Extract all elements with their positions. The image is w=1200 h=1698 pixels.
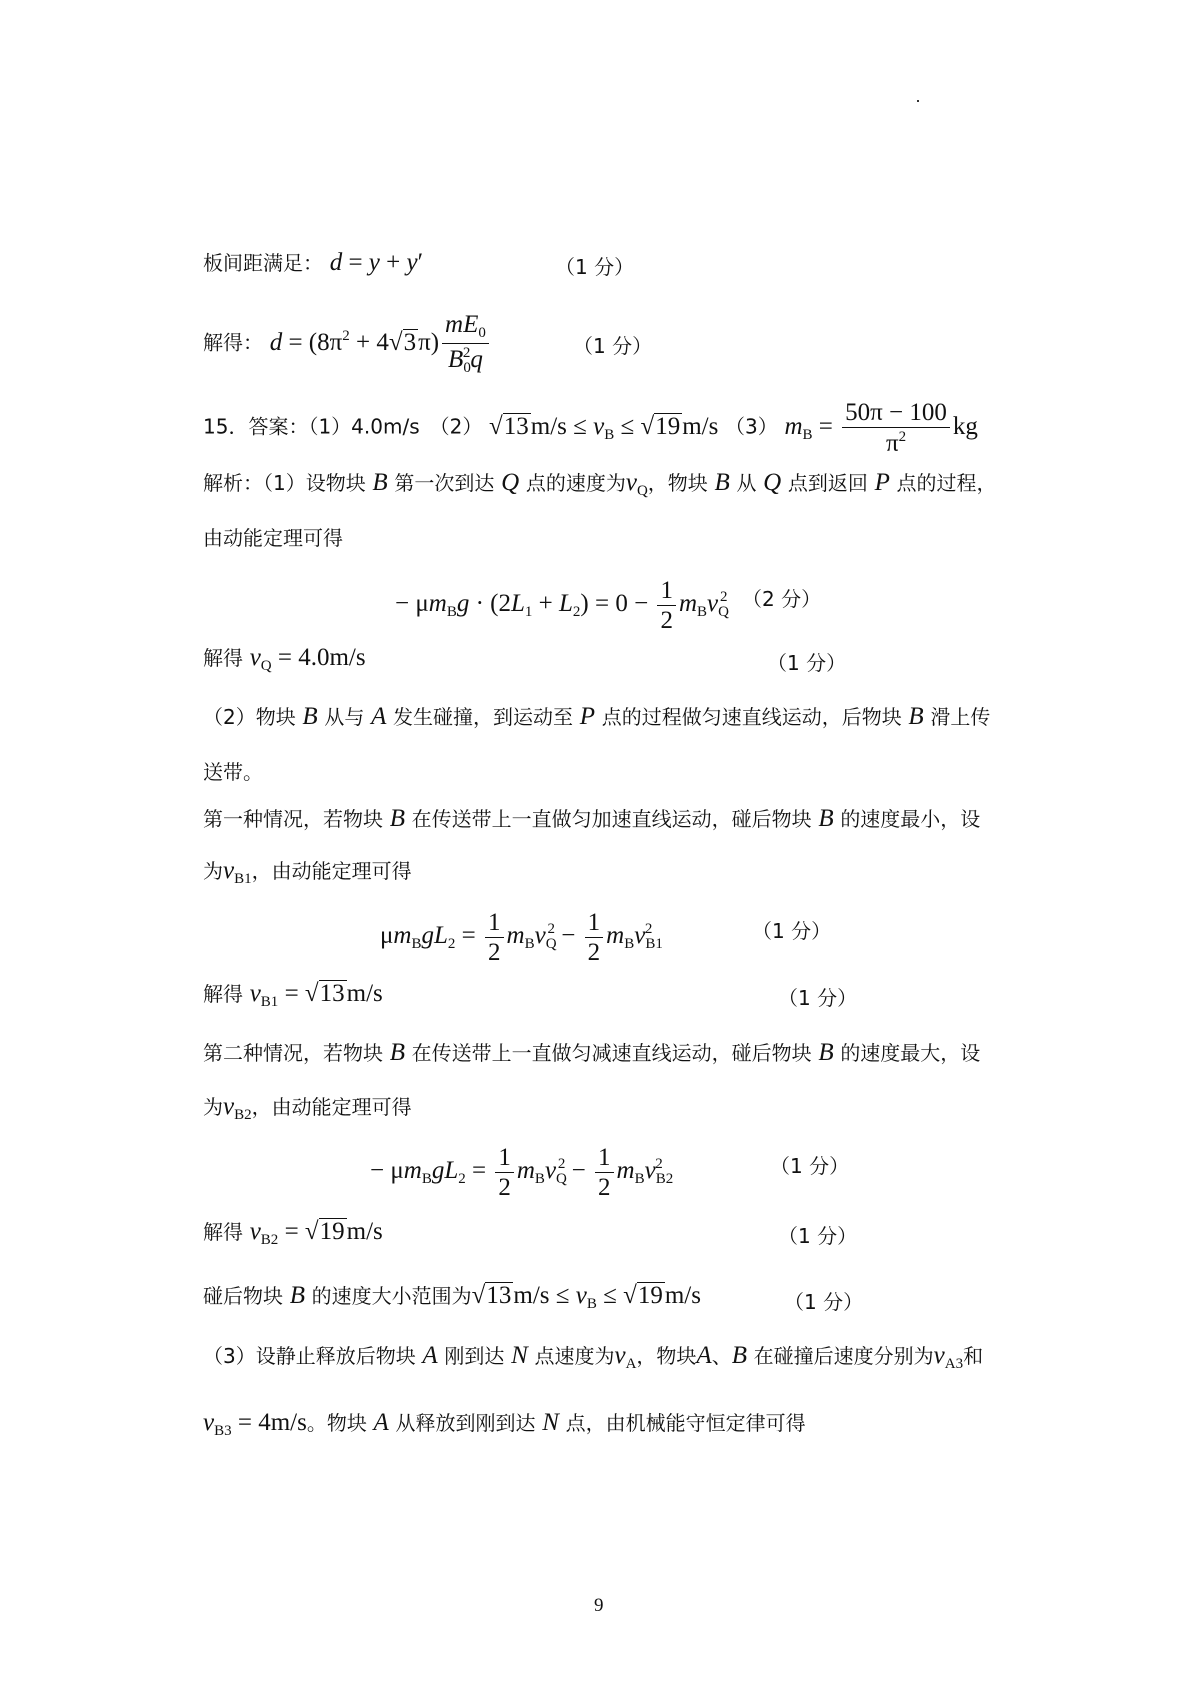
solution-d-line: 解得： $d = (8\pi^2 + 4√3\pi)$ $\frac{mE_0}{B_0^2q}$ bbox=[203, 312, 492, 376]
score-res3: （1 分） bbox=[778, 1224, 858, 1248]
result-2-line: 解得 $v_{B1} = √13m/s$ bbox=[203, 980, 383, 1010]
score-res1: （1 分） bbox=[767, 651, 847, 675]
equation-1: − $\mu m_Bg \cdot (2L_1 + L_2) = 0$ − $\frac{1}{2}$ $m_Bv_Q^2$ bbox=[395, 577, 729, 634]
page-number: 9 bbox=[594, 1595, 604, 1616]
case-1-line: 第一种情况，若物块 B 在传送带上一直做匀加速直线运动，碰后物块 B 的速度最小，设 bbox=[203, 805, 981, 832]
score-res2: （1 分） bbox=[778, 986, 858, 1010]
score-range: （1 分） bbox=[784, 1290, 864, 1314]
velocity-range-line: 碰后物块 B 的速度大小范围为$√13m/s \le v_B \le √19m/s$ bbox=[203, 1282, 701, 1312]
stray-dot bbox=[917, 100, 919, 102]
equation-3: − $\mu m_BgL_2$ = $\frac{1}{2}$ $m_Bv_Q^2$ − $\frac{1}{2}$ $m_Bv_{B2}^2$ bbox=[370, 1144, 674, 1201]
case-2-cont: 为$v_{B2}$，由动能定理可得 bbox=[203, 1093, 412, 1123]
score-eq3: （1 分） bbox=[770, 1154, 850, 1178]
score-eq1: （2 分） bbox=[742, 587, 822, 611]
part-2-line: （2）物块 B 从与 A 发生碰撞，到运动至 P 点的过程做匀速直线运动，后物块 B 滑上传 bbox=[203, 703, 991, 730]
case-2-line: 第二种情况，若物块 B 在传送带上一直做匀减速直线运动，碰后物块 B 的速度最大，设 bbox=[203, 1039, 981, 1066]
part-2-cont: 送带。 bbox=[203, 760, 263, 784]
case-1-cont: 为$v_{B1}$，由动能定理可得 bbox=[203, 857, 412, 887]
equation-2: $\mu m_BgL_2$ = $\frac{1}{2}$ $m_Bv_Q^2$ − $\frac{1}{2}$ $m_Bv_{B1}^2$ bbox=[380, 909, 663, 966]
plate-distance-line: 板间距满足： d = y + y′ bbox=[203, 249, 424, 276]
part-3-cont: $v_{B3} = 4m/s$。物块 A 从释放到刚到达 N 点，由机械能守恒定律可得 bbox=[203, 1409, 806, 1439]
score-eq2: （1 分） bbox=[752, 919, 832, 943]
analysis-1-line: 解析：（1）设物块 B 第一次到达 Q 点的速度为$v_Q$，物块 B 从 Q 点到返回 P 点的过程， bbox=[203, 469, 997, 499]
result-1-line: 解得 $v_Q = 4.0m/s$ bbox=[203, 644, 366, 674]
q15-answer-line: 15．答案：（1）4.0m/s （2） $√13m/s \le v_B \le √19m/s$ （3） $m_B$ = $\frac{50\pi - 100}{\pi^2}$ kg bbox=[203, 399, 978, 457]
result-3-line: 解得 $v_{B2} = √19m/s$ bbox=[203, 1218, 383, 1248]
part-3-line: （3）设静止释放后物块 A 刚到达 N 点速度为$v_A$，物块A、B 在碰撞后速度分别为$v_{A3}$和 bbox=[203, 1342, 984, 1372]
energy-theorem-line-1: 由动能定理可得 bbox=[203, 526, 343, 550]
score-2: （1 分） bbox=[573, 334, 653, 358]
score-1: （1 分） bbox=[555, 255, 635, 279]
